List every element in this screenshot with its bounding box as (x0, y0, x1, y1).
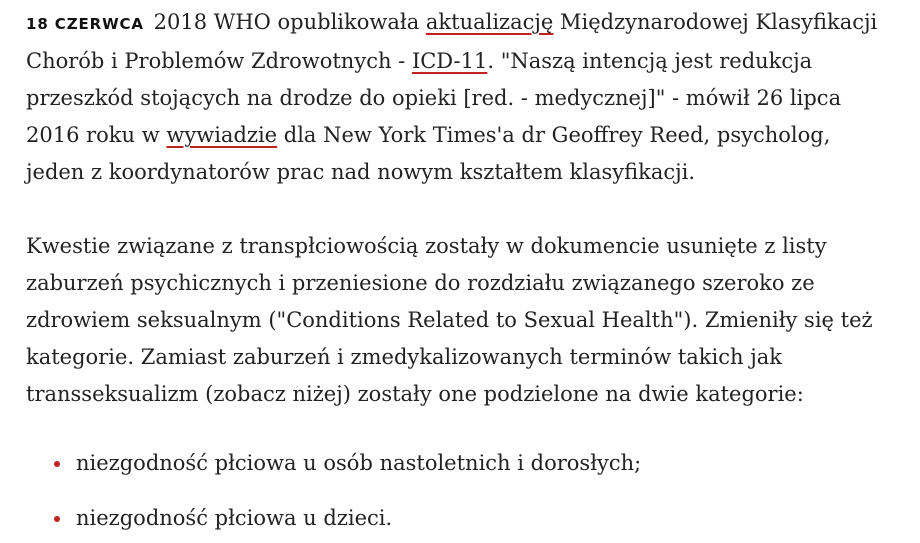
paragraph-1-text-3: . "Naszą intencją jest redukcja przeszkód stojących na drodze do opieki [red. - medycznej]" - mówił 26 lipca 2016 roku w (26, 49, 842, 147)
bullet-list (26, 445, 890, 537)
bullet-dot-icon (54, 516, 60, 522)
link-wywiad[interactable]: wywiadzie (166, 123, 278, 147)
list-item (26, 445, 890, 482)
paragraph-1 (26, 0, 890, 191)
list-item-text: niezgodność płciowa u dzieci. (76, 506, 393, 530)
list-item-text: niezgodność płciowa u osób nastoletnich i dorosłych; (76, 451, 642, 475)
paragraph-1-text-2: Międzynarodowej Klasyfikacji Chorób i Problemów Zdrowotnych - (26, 10, 878, 73)
paragraph-1-text-4: dla New York Times'a dr Geoffrey Reed, psycholog, jeden z koordynatorów prac nad nowym kształtem klasyfikacji. (26, 123, 831, 184)
bullet-dot-icon (54, 461, 60, 467)
paragraph-2: Kwestie związane z transpłciowością zostały w dokumencie usunięte z listy zaburzeń psychicznych i przeniesione do rozdziału związanego szeroko ze zdrowiem seksualnym ("Conditions Related to Sexual Health"). Zmieniły się też kategorie. Zamiast zaburzeń i zmedykalizowanych terminów takich jak transseksualizm (zobacz niżej) zostały one podzielone na dwie kategorie: (26, 234, 873, 406)
dateline: 18 CZERWCA (26, 15, 144, 33)
list-item (26, 500, 890, 537)
link-icd-11[interactable]: ICD-11 (411, 49, 488, 73)
paragraph-1-text-1: 2018 WHO opublikowała (146, 10, 426, 34)
link-aktualizacja[interactable]: aktualizację (425, 10, 554, 34)
